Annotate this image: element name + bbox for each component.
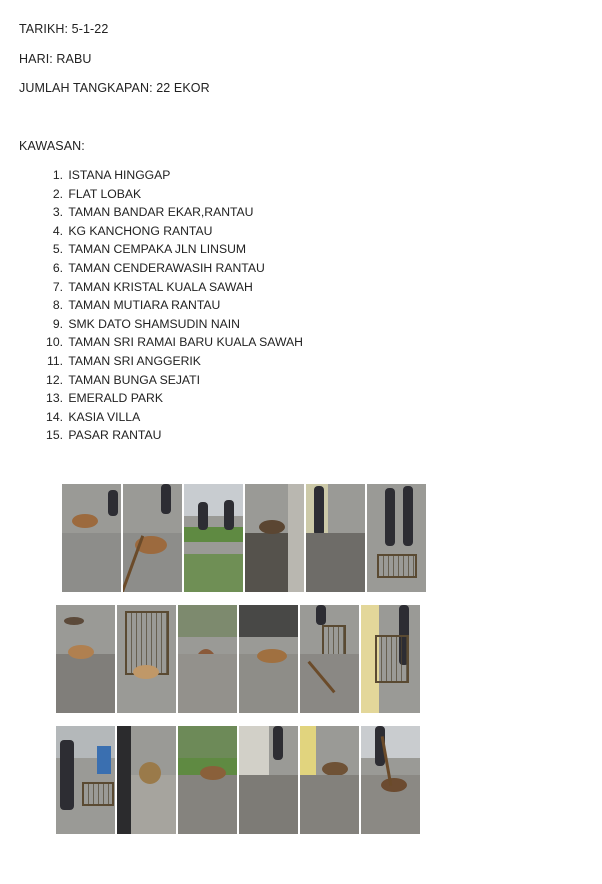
list-item [38,259,303,278]
list-text: TAMAN KRISTAL KUALA SAWAH [68,279,253,294]
list-text: TAMAN CEMPAKA JLN LINSUM [68,242,247,257]
list-text: FLAT LOBAK [68,186,142,201]
list-item [38,315,303,334]
list-number: 2. [52,186,63,201]
photo-thumbnail [117,726,176,834]
list-item [38,352,303,371]
photo-row-3 [56,726,420,834]
list-text: TAMAN BANDAR EKAR,RANTAU [68,205,254,220]
list-number: 13. [46,391,63,406]
list-item [38,408,303,427]
list-number: 11. [46,353,63,368]
photo-thumbnail [300,726,359,834]
list-text: TAMAN BUNGA SEJATI [68,372,200,387]
day-line: HARI: RABU [19,52,92,66]
list-number: 6. [52,260,63,275]
list-text: KASIA VILLA [68,409,141,424]
area-heading: KAWASAN: [19,139,85,153]
list-text: KG KANCHONG RANTAU [68,223,213,238]
list-item [38,333,303,352]
list-number: 10. [46,335,63,350]
list-text: TAMAN CENDERAWASIH RANTAU [68,260,265,275]
list-number: 8. [52,298,63,313]
photo-row-1 [62,484,426,592]
list-item [38,222,303,241]
photo-thumbnail [178,726,237,834]
photo-thumbnail [361,605,420,713]
photo-thumbnail [245,484,304,592]
list-text: PASAR RANTAU [68,428,162,443]
list-item [38,185,303,204]
list-number: 14. [46,409,63,424]
photo-thumbnail [123,484,182,592]
list-text: TAMAN SRI ANGGERIK [68,353,201,368]
photo-thumbnail [56,726,115,834]
list-number: 9. [52,316,63,331]
area-list [38,166,303,445]
list-text: EMERALD PARK [68,391,163,406]
list-number: 7. [52,279,63,294]
photo-thumbnail [117,605,176,713]
photo-row-2 [56,605,420,713]
list-text: TAMAN MUTIARA RANTAU [68,298,221,313]
photo-thumbnail [239,605,298,713]
list-text: SMK DATO SHAMSUDIN NAIN [68,316,240,331]
list-text: ISTANA HINGGAP [68,168,171,182]
list-number: 1. [52,168,63,182]
list-number: 3. [52,205,63,220]
list-number: 15. [46,428,63,443]
catch-total-line: JUMLAH TANGKAPAN: 22 EKOR [19,81,210,95]
photo-thumbnail [361,726,420,834]
photo-thumbnail [62,484,121,592]
photo-thumbnail [367,484,426,592]
list-number: 4. [52,223,63,238]
date-line: TARIKH: 5-1-22 [19,22,109,36]
list-item [38,296,303,315]
list-item [38,389,303,408]
list-number: 5. [52,242,63,257]
list-number: 12. [46,372,63,387]
list-item [38,166,303,185]
list-text: TAMAN SRI RAMAI BARU KUALA SAWAH [68,335,303,350]
list-item [38,203,303,222]
photo-thumbnail [306,484,365,592]
photo-thumbnail [300,605,359,713]
photo-thumbnail [184,484,243,592]
photo-thumbnail [56,605,115,713]
list-item [38,240,303,259]
list-item [38,426,303,445]
photo-thumbnail [178,605,237,713]
list-item [38,278,303,297]
photo-thumbnail [239,726,298,834]
list-item [38,371,303,390]
